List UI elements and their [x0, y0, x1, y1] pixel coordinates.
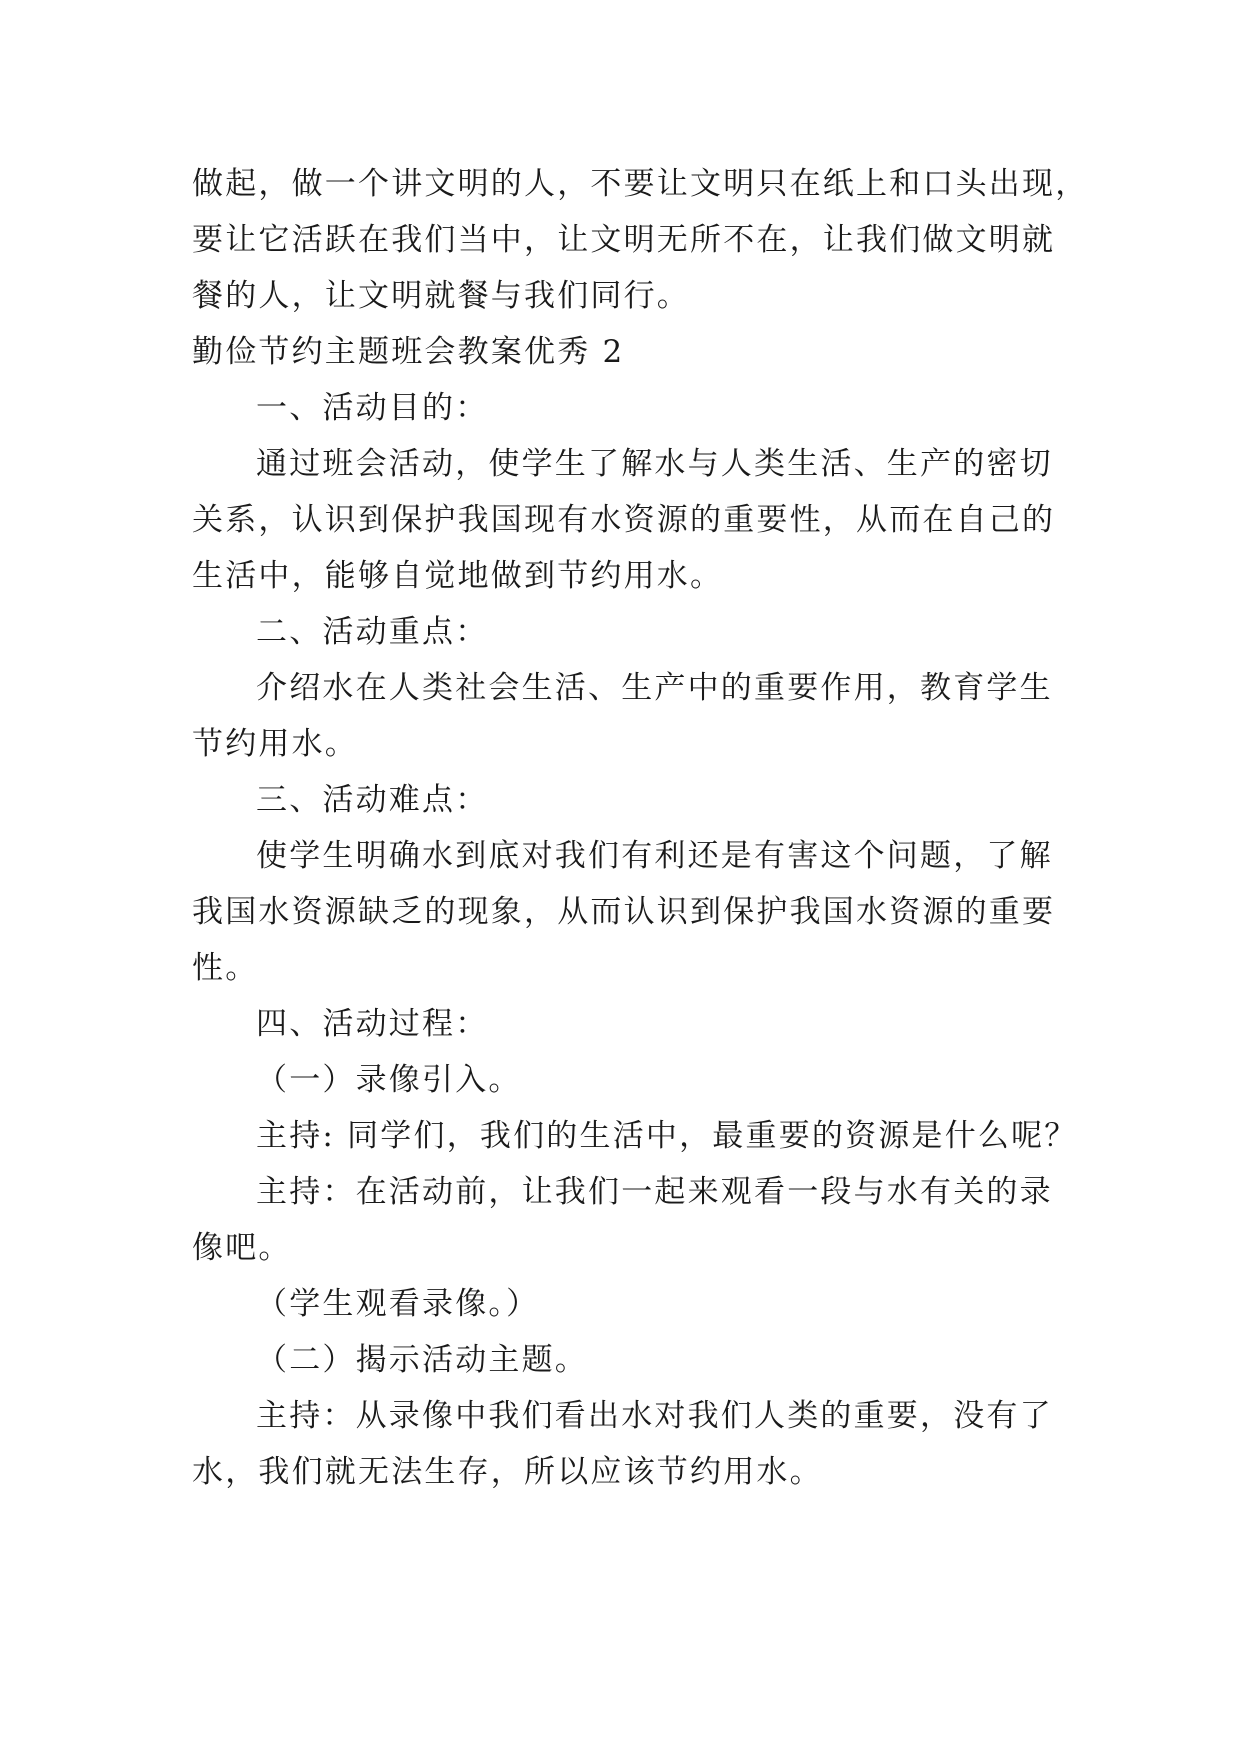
paragraph-line: 使学生明确水到底对我们有利还是有害这个问题，了解 [256, 838, 1053, 874]
subheading: （二）揭示活动主题。 [256, 1342, 588, 1378]
paragraph-line: 节约用水。 [192, 726, 358, 762]
heading-activity-difficulty: 三、活动难点： [256, 782, 489, 818]
paragraph-line: 像吧。 [192, 1230, 292, 1266]
section-title: 勤俭节约主题班会教案优秀 2 [192, 334, 625, 370]
paragraph-line: 性。 [192, 950, 259, 986]
subheading: （一）录像引入。 [256, 1062, 522, 1098]
paragraph-line: 通过班会活动，使学生了解水与人类生活、生产的密切 [256, 446, 1053, 482]
paragraph-line: 生活中，能够自觉地做到节约用水。 [192, 558, 724, 594]
paragraph-line: 做起，做一个讲文明的人，不要让文明只在纸上和口头出现， [192, 166, 1089, 202]
paragraph-line: 介绍水在人类社会生活、生产中的重要作用，教育学生 [256, 670, 1053, 706]
heading-activity-process: 四、活动过程： [256, 1006, 489, 1042]
paragraph-line: 餐的人，让文明就餐与我们同行。 [192, 278, 690, 314]
paragraph-line: 主持：从录像中我们看出水对我们人类的重要，没有了 [256, 1398, 1053, 1434]
paragraph-line: 要让它活跃在我们当中，让文明无所不在，让我们做文明就 [192, 222, 1056, 258]
paragraph-line: 主持: 同学们，我们的生活中，最重要的资源是什么呢？ [256, 1118, 1078, 1154]
heading-activity-focus: 二、活动重点： [256, 614, 489, 650]
heading-activity-goal: 一、活动目的： [256, 390, 489, 426]
paragraph-line: （学生观看录像。） [256, 1286, 540, 1322]
paragraph-line: 关系，认识到保护我国现有水资源的重要性，从而在自己的 [192, 502, 1056, 538]
paragraph-line: 水，我们就无法生存，所以应该节约用水。 [192, 1454, 823, 1490]
paragraph-line: 我国水资源缺乏的现象，从而认识到保护我国水资源的重要 [192, 894, 1056, 930]
paragraph-line: 主持：在活动前，让我们一起来观看一段与水有关的录 [256, 1174, 1053, 1210]
